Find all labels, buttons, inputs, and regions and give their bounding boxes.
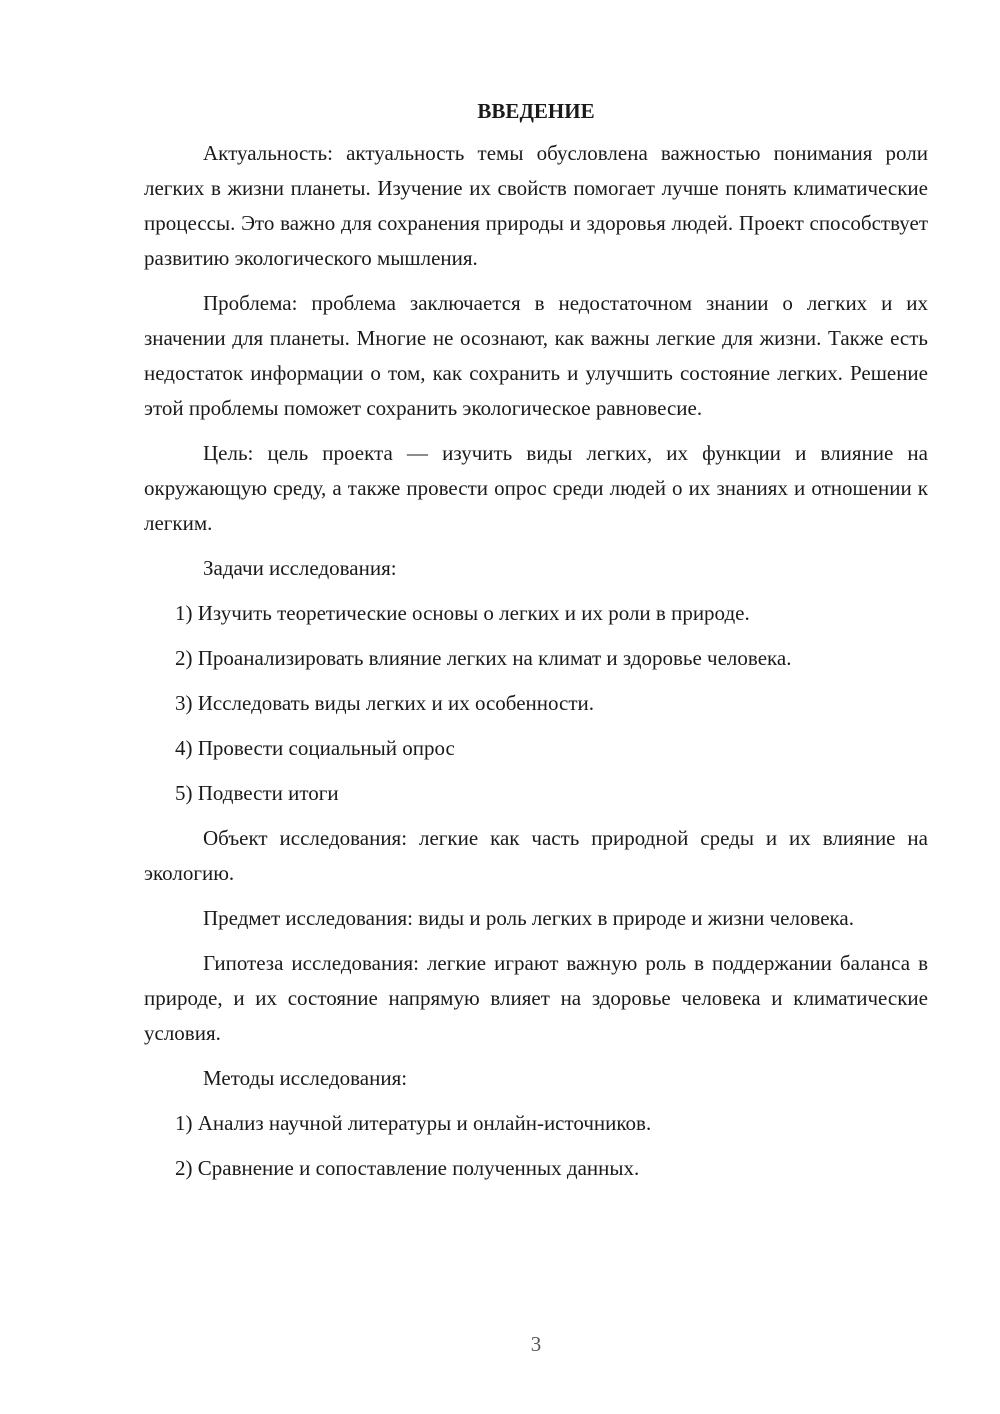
- goal-paragraph: Цель: цель проекта — изучить виды легких, их функции и влияние на окружающую среду, а также провести опрос среди людей о их знаниях и отношении к легким.: [144, 441, 928, 535]
- task-item-5: 5) Подвести итоги: [175, 781, 339, 805]
- page-title: ВВЕДЕНИЕ: [477, 99, 595, 123]
- hypothesis-paragraph: Гипотеза исследования: легкие играют важную роль в поддержании баланса в природе, и их состояние напрямую влияет на здоровье человека и климатические условия.: [144, 951, 928, 1045]
- task-item-2: 2) Проанализировать влияние легких на климат и здоровье человека.: [175, 646, 792, 670]
- tasks-heading: Задачи исследования:: [203, 556, 397, 580]
- method-item-1: 1) Анализ научной литературы и онлайн-источников.: [175, 1111, 652, 1135]
- task-item-4: 4) Провести социальный опрос: [175, 736, 455, 760]
- relevance-paragraph: Актуальность: актуальность темы обусловлена важностью понимания роли легких в жизни планеты. Изучение их свойств помогает лучше понять климатические процессы. Это важно для сохранения природы и здоровья людей. Проект способствует развитию экологического мышления.: [144, 141, 928, 270]
- object-paragraph: Объект исследования: легкие как часть природной среды и их влияние на экологию.: [144, 826, 928, 885]
- methods-heading: Методы исследования:: [203, 1066, 408, 1090]
- task-item-1: 1) Изучить теоретические основы о легких и их роли в природе.: [175, 601, 750, 625]
- subject-paragraph: Предмет исследования: виды и роль легких в природе и жизни человека.: [203, 906, 854, 930]
- page-number: 3: [530, 1332, 542, 1356]
- task-item-3: 3) Исследовать виды легких и их особенности.: [175, 691, 595, 715]
- document-page: [144, 96, 928, 1196]
- method-item-2: 2) Сравнение и сопоставление полученных данных.: [175, 1156, 640, 1180]
- problem-paragraph: Проблема: проблема заключается в недостаточном знании о легких и их значении для планеты. Многие не осознают, как важны легкие для жизни. Также есть недостаток информации о том, как сохранить и улучшить состояние легких. Решение этой проблемы поможет сохранить экологическое равновесие.: [144, 291, 928, 420]
